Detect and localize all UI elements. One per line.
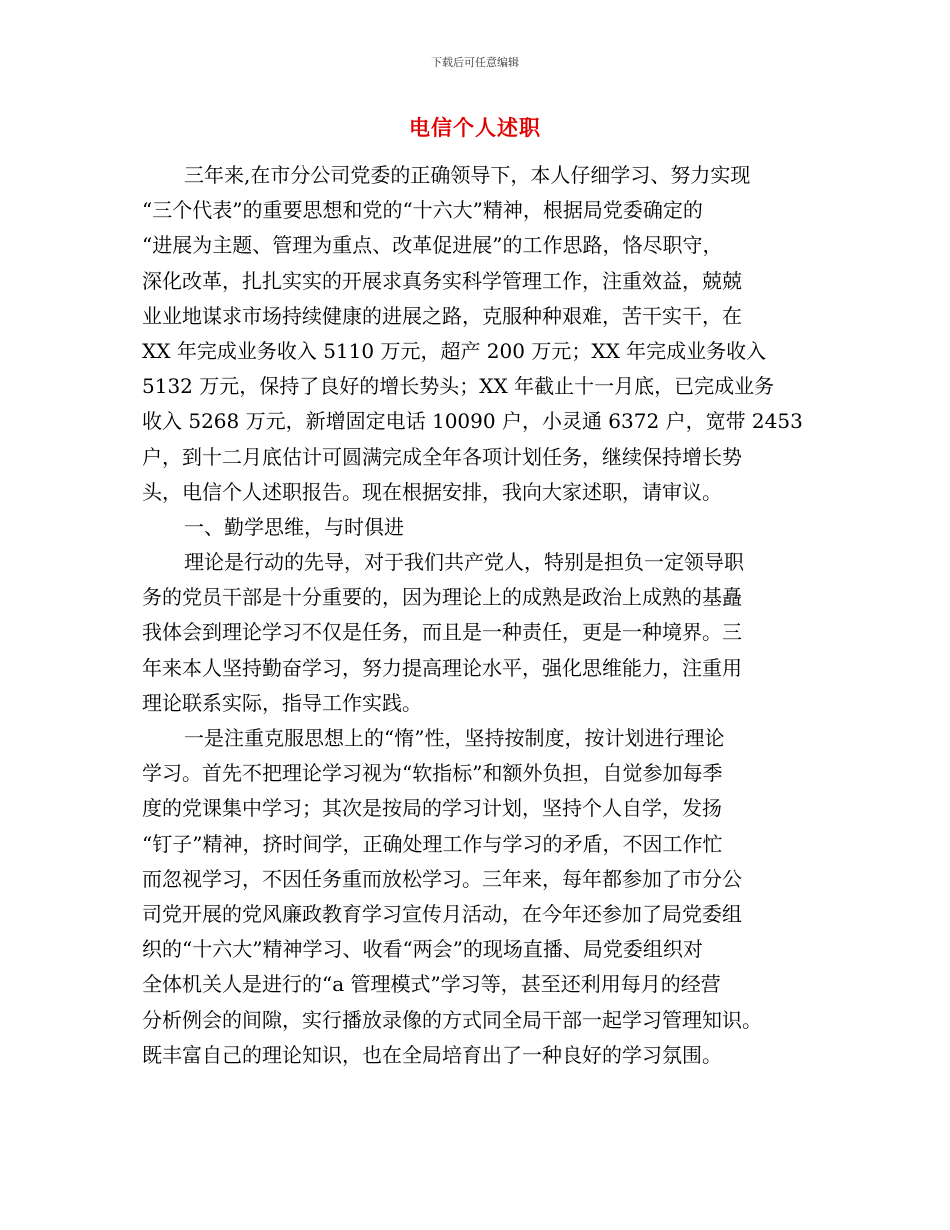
paragraph-line: 深化改革，扎扎实实的开展求真务实科学管理工作，注重效益，兢兢 [142, 268, 742, 293]
paragraph-line: 度的党课集中学习；其次是按局的学习计划，坚持个人自学，发扬 [142, 796, 722, 821]
paragraph-line: 织的“十六大”精神学习、收看“两会”的现场直播、局党委组织对 [142, 937, 703, 962]
paragraph-line: 分析例会的间隙，实行播放录像的方式同全局干部一起学习管理知识。 [142, 1007, 762, 1032]
header-note: 下载后可任意编辑 [431, 56, 519, 69]
paragraph-line: 头，电信个人述职报告。现在根据安排，我向大家述职，请审议。 [142, 479, 722, 504]
paragraph-line: 学习。首先不把理论学习视为“软指标”和额外负担，自觉参加每季 [142, 761, 723, 786]
paragraph-line: 理论联系实际，指导工作实践。 [142, 690, 422, 715]
paragraph-line: 理论是行动的先导，对于我们共产党人，特别是担负一定领导职 [184, 550, 744, 575]
paragraph-line: “进展为主题、管理为重点、改革促进展”的工作思路，恪尽职守， [142, 233, 723, 258]
paragraph-line: 业业地谋求市场持续健康的进展之路，克服种种艰难，苦干实干，在 [142, 303, 742, 328]
paragraph-line: 既丰富自己的理论知识，也在全局培育出了一种良好的学习氛围。 [142, 1042, 722, 1067]
paragraph-line: 我体会到理论学习不仅是任务，而且是一种责任，更是一种境界。三 [142, 620, 742, 645]
paragraph-line: 而忽视学习，不因任务重而放松学习。三年来，每年都参加了市分公 [142, 866, 742, 891]
paragraph-line: XX 年完成业务收入 5110 万元，超产 200 万元；XX 年完成业务收入 [142, 338, 767, 363]
paragraph-line: 全体机关人是进行的“a 管理模式”学习等，甚至还利用每月的经营 [142, 972, 721, 997]
paragraph-line: 三年来,在市分公司党委的正确领导下，本人仔细学习、努力实现 [184, 163, 751, 187]
paragraph-line: 年来本人坚持勤奋学习，努力提高理论水平，强化思维能力，注重用 [142, 655, 742, 680]
paragraph-line: 5132 万元，保持了良好的增长势头；XX 年截止十一月底，已完成业务 [142, 374, 775, 399]
paragraph-line: “三个代表”的重要思想和党的“十六大”精神，根据局党委确定的 [142, 198, 703, 223]
paragraph-line: 司党开展的党风廉政教育学习宣传月活动，在今年还参加了局党委组 [142, 901, 742, 926]
paragraph-line: 户，到十二月底估计可圆满完成全年各项计划任务，继续保持增长势 [142, 444, 742, 469]
paragraph-line: 收入 5268 万元，新增固定电话 10090 户，小灵通 6372 户，宽带 2453 [142, 409, 803, 434]
document-title: 电信个人述职 [409, 116, 541, 140]
document-body [142, 158, 822, 1073]
paragraph-line: 务的党员干部是十分重要的，因为理论上的成熟是政治上成熟的基矗 [142, 585, 742, 610]
paragraph-line: 一是注重克服思想上的“惰”性，坚持按制度，按计划进行理论 [184, 726, 725, 750]
section-heading: 一、勤学思维，与时俱进 [184, 514, 404, 539]
paragraph-line: “钉子”精神，挤时间学，正确处理工作与学习的矛盾，不因工作忙 [142, 831, 723, 856]
